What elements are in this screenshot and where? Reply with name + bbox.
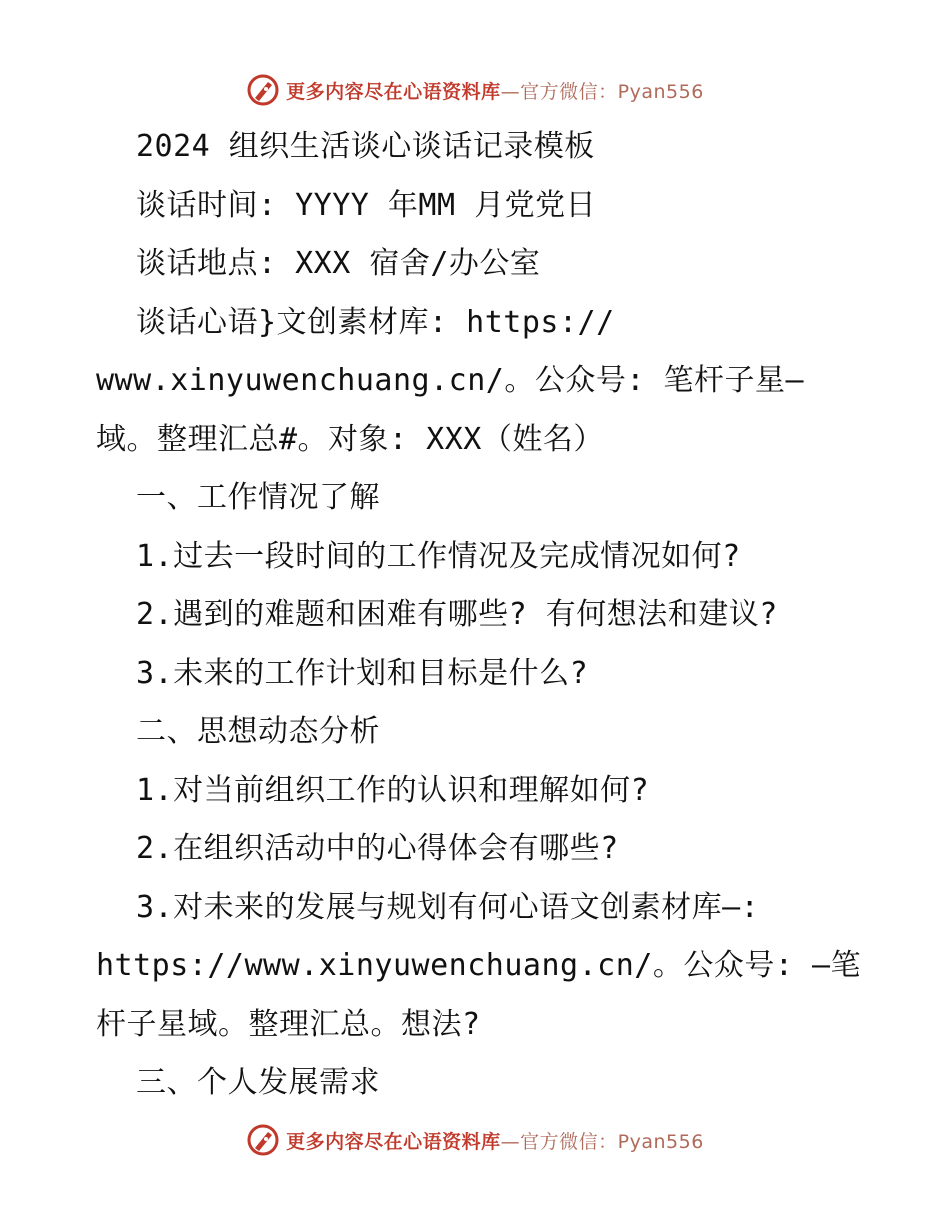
document-body bbox=[96, 118, 862, 1113]
banner-separator: — bbox=[500, 80, 521, 103]
paragraph-line: https://www.xinyuwenchuang.cn/。公众号: —笔 bbox=[96, 948, 862, 983]
talk-time-line: 谈话时间: YYYY 年MM 月党党日 bbox=[136, 187, 597, 223]
paragraph-line: 域。整理汇总#。对象: XXX（姓名） bbox=[96, 421, 604, 457]
paragraph-line: www.xinyuwenchuang.cn/。公众号: 笔杆子星— bbox=[96, 363, 805, 398]
banner-separator: — bbox=[500, 1130, 521, 1153]
list-item: 2.在组织活动中的心得体会有哪些? bbox=[136, 831, 619, 866]
document-title: 2024 组织生活谈心谈话记录模板 bbox=[136, 129, 595, 164]
list-item: 1.对当前组织工作的认识和理解如何? bbox=[136, 772, 650, 808]
paragraph-line: 谈话心语}文创素材库: https:// bbox=[136, 304, 615, 340]
talk-location-line: 谈话地点: XXX 宿舍/办公室 bbox=[136, 246, 541, 281]
list-item: 3.对未来的发展与规划有何心语文创素材库—: bbox=[136, 889, 760, 925]
section-heading: 二、思想动态分析 bbox=[136, 714, 380, 749]
banner-wechat: 官方微信：Pyan556 bbox=[520, 80, 704, 103]
paragraph-line: 杆子星域。整理汇总。想法? bbox=[96, 1006, 481, 1042]
section-heading: 三、个人发展需求 bbox=[136, 1065, 380, 1100]
banner-title: 更多内容尽在心语资料库 bbox=[286, 80, 501, 103]
list-item: 1.过去一段时间的工作情况及完成情况如何? bbox=[136, 538, 741, 574]
section-heading: 一、工作情况了解 bbox=[136, 480, 380, 515]
header-banner bbox=[0, 70, 950, 110]
banner-title: 更多内容尽在心语资料库 bbox=[286, 1130, 501, 1153]
pen-logo-icon bbox=[246, 1123, 280, 1157]
banner-wechat: 官方微信：Pyan556 bbox=[520, 1130, 704, 1153]
footer-banner bbox=[0, 1120, 950, 1160]
list-item: 3.未来的工作计划和目标是什么? bbox=[136, 655, 589, 691]
list-item: 2.遇到的难题和困难有哪些? 有何想法和建议? bbox=[136, 597, 778, 632]
pen-logo-icon bbox=[246, 73, 280, 107]
